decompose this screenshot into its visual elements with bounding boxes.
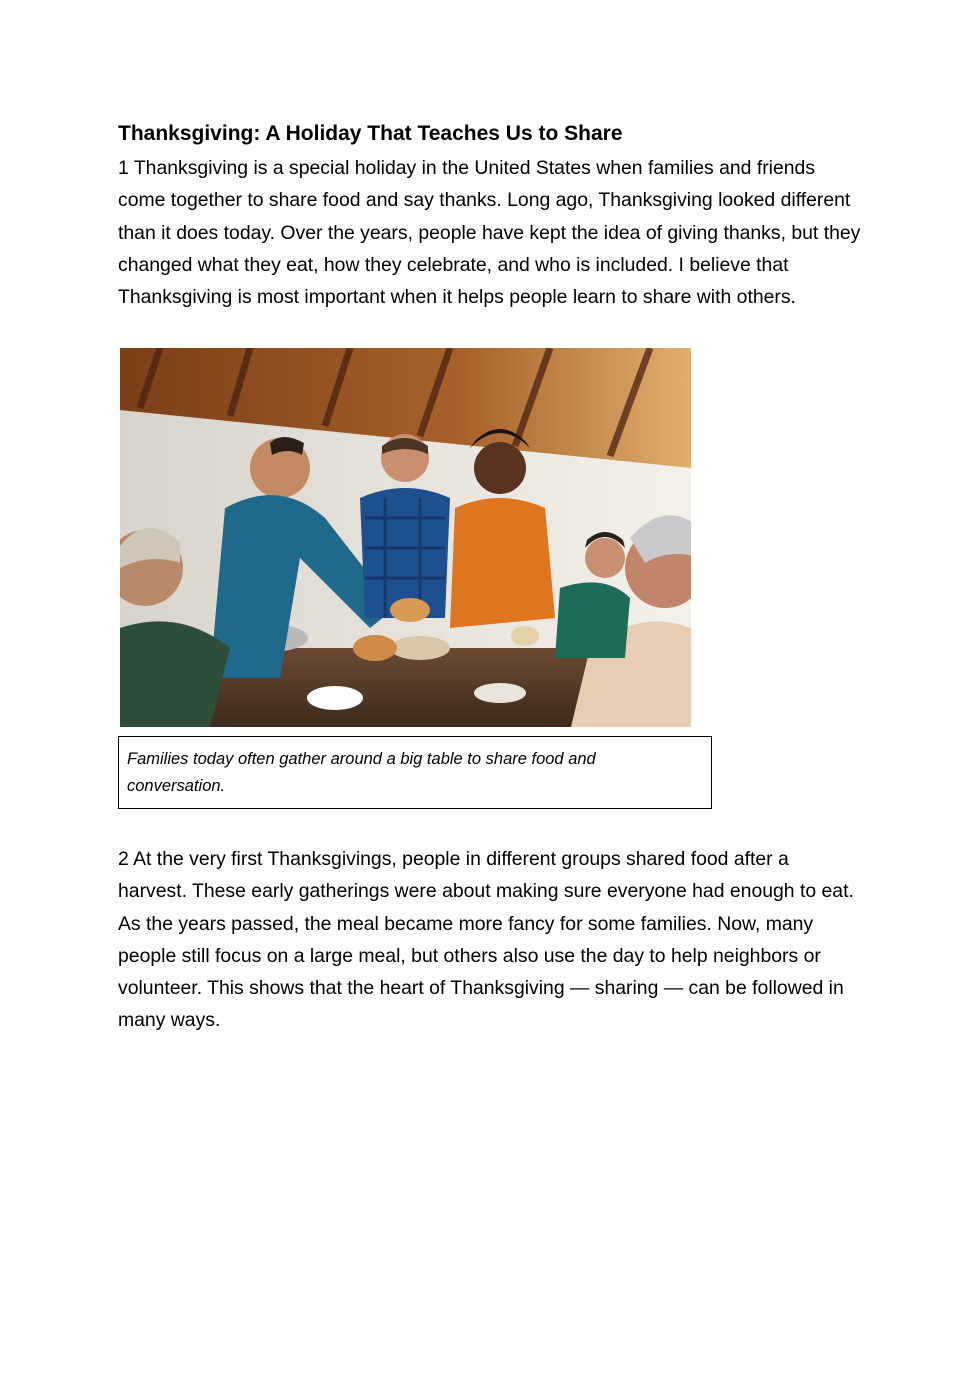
family-dinner-photo xyxy=(120,348,691,727)
paragraph-1: 1 Thanksgiving is a special holiday in the United States when families and friends come together to share food and say thanks. Long ago, Thanksgiving looked different than it does today. Over the years, people have kept the idea of giving thanks, but they changed what they eat, how they celebrate, and who is included. I believe that Thanksgiving is most important when it helps people learn to share with others. xyxy=(118,157,861,309)
article-title: Thanksgiving: A Holiday That Teaches Us to Share xyxy=(118,122,623,145)
figure-caption: Families today often gather around a big table to share food and conversation. xyxy=(127,750,596,795)
paragraph-2: 2 At the very first Thanksgivings, people in different groups shared food after a harvest. These early gatherings were about making sure everyone had enough to eat. As the years passed, the meal became more fancy for some families. Now, many people still focus on a large meal, but others also use the day to help neighbors or volunteer. This shows that the heart of Thanksgiving — sharing — can be followed in many ways. xyxy=(118,848,854,1032)
caption-box xyxy=(118,736,712,809)
